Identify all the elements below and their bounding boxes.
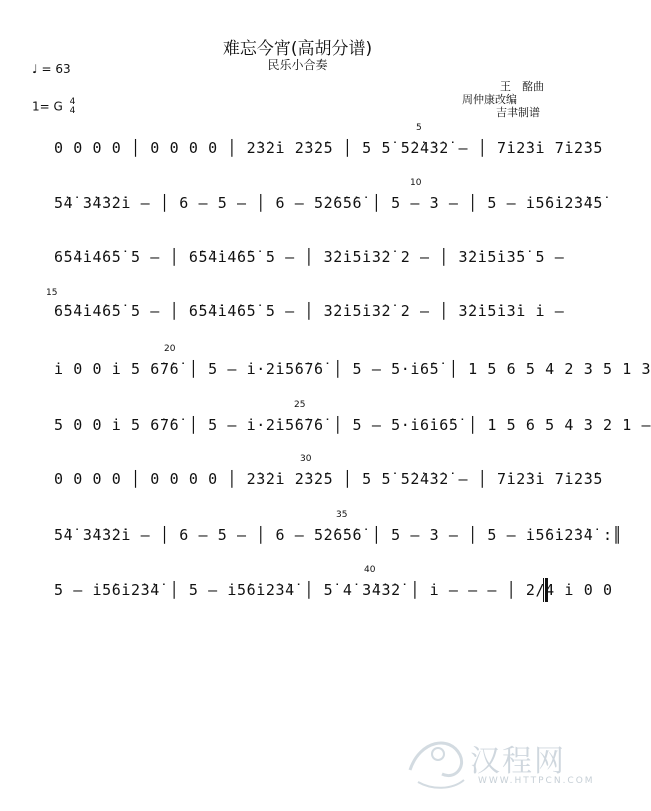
watermark-url: WWW.HTTPCN.COM	[478, 776, 595, 786]
key-text: 1= G	[32, 99, 63, 114]
tempo-value: = 63	[41, 62, 71, 76]
staff-line-2	[54, 178, 603, 216]
staff-line-9	[54, 565, 613, 603]
page-title: 难忘今宵(高胡分谱)	[222, 39, 373, 59]
staff-notes: 5̇4̇ 3̇4̇3̇2̇i̇ – │ 6 – 5 – │ 6 – 5̇2̇6̇5̇6̇ │ 5 – 3 – │ 5 – i̇5̇6̇i̇2̇3̇4̇ :║	[54, 526, 623, 544]
watermark-text: 汉程网	[470, 744, 566, 779]
bar-number: 25	[294, 400, 306, 410]
staff-line-1	[54, 123, 603, 161]
staff-line-7	[54, 454, 603, 492]
time-bottom: 4	[69, 106, 76, 116]
staff-notes: 5̇4̇ 3̇4̇3̇2̇i̇ – │ 6 – 5 – │ 6 – 5̇2̇6̇5̇6̇ │ 5 – 3 – │ 5 – i̇5̇6̇i̇2̇3̇4̇5̇	[54, 194, 603, 212]
bar-number: 40	[364, 565, 376, 575]
staff-notes: 5 – i̇5̇6̇i̇2̇3̇4̇ │ 5 – i̇5̇6̇i̇2̇3̇4̇ │ 5̇ 4̇ 3̇4̇3̇2̇ │ i̇ – – – │ 2/4 i̇ 0 0	[54, 581, 613, 599]
staff-line-3	[54, 244, 565, 270]
staff-line-8	[54, 510, 623, 548]
staff-notes: 5 0 0 i̇ 5 6̇7̇6̇ │ 5 – i̇·2̇i̇5̇6̇7̇6̇ │ 5 – 5·i̇6̇i̇6̇5̇ │ 1 5 6 5 4 3 2 1 –	[54, 416, 651, 434]
bar-number: 10	[410, 178, 422, 188]
key-signature	[32, 98, 75, 116]
final-barline	[543, 578, 548, 602]
composer-credit: 王 酩曲	[500, 80, 544, 93]
page-subtitle: 民乐小合奏	[267, 58, 328, 72]
quarter-note-icon: ♩	[32, 62, 38, 76]
credits	[462, 80, 562, 119]
bar-number: 5	[416, 123, 422, 133]
staff-notes: i̇ 0 0 i̇ 5 6̇7̇6̇ │ 5 – i̇·2̇i̇5̇6̇7̇6̇ │ 5 – 5·i̇6̇5̇ │ 1 5 6 5 4 2 3 5 1 3	[54, 360, 651, 378]
staff-line-6	[54, 400, 651, 438]
bar-number: 15	[46, 288, 58, 298]
bar-number: 35	[336, 510, 348, 520]
staff-line-4	[46, 288, 565, 324]
arranger-credit: 周仲康改编	[462, 93, 517, 106]
staff-notes: 0 0 0 0 │ 0 0 0 0 │ 2̇3̇2̇i̇ 2̇3̇2̇5 │ 5 5̇ 5̇2̇4̇3̇2̇ – │ 7̇i̇2̇3̇i̇ 7̇i̇2̇3̇5	[54, 470, 603, 488]
tempo-marking	[32, 62, 71, 76]
staff-notes: 6̇5̇4̇i̇4̇6̇5̇ 5 – │ 6̇5̇4̇i̇4̇6̇5̇ 5 – │ 3̇2̇i̇5̇i̇3̇2̇ 2 – │ 3̇2̇i̇5̇i̇3̇5̇ 5 –	[54, 248, 565, 266]
engraver-credit: 吉聿制谱	[496, 106, 540, 119]
time-signature	[70, 98, 76, 116]
bar-number: 20	[164, 344, 176, 354]
staff-notes: 6̇5̇4̇i̇4̇6̇5̇ 5 – │ 6̇5̇4̇i̇4̇6̇5̇ 5 – │ 3̇2̇i̇5̇i̇3̇2̇ 2 – │ 3̇2̇i̇5̇i̇3̇i̇ i̇ –	[54, 302, 565, 320]
bar-number: 30	[300, 454, 312, 464]
staff-notes: 0 0 0 0 │ 0 0 0 0 │ 2̇3̇2̇i̇ 2̇3̇2̇5 │ 5 5̇ 5̇2̇4̇3̇2̇ – │ 7̇i̇2̇3̇i̇ 7̇i̇2̇3̇5	[54, 139, 603, 157]
time-top: 4	[69, 97, 76, 107]
staff-line-5	[54, 344, 651, 382]
